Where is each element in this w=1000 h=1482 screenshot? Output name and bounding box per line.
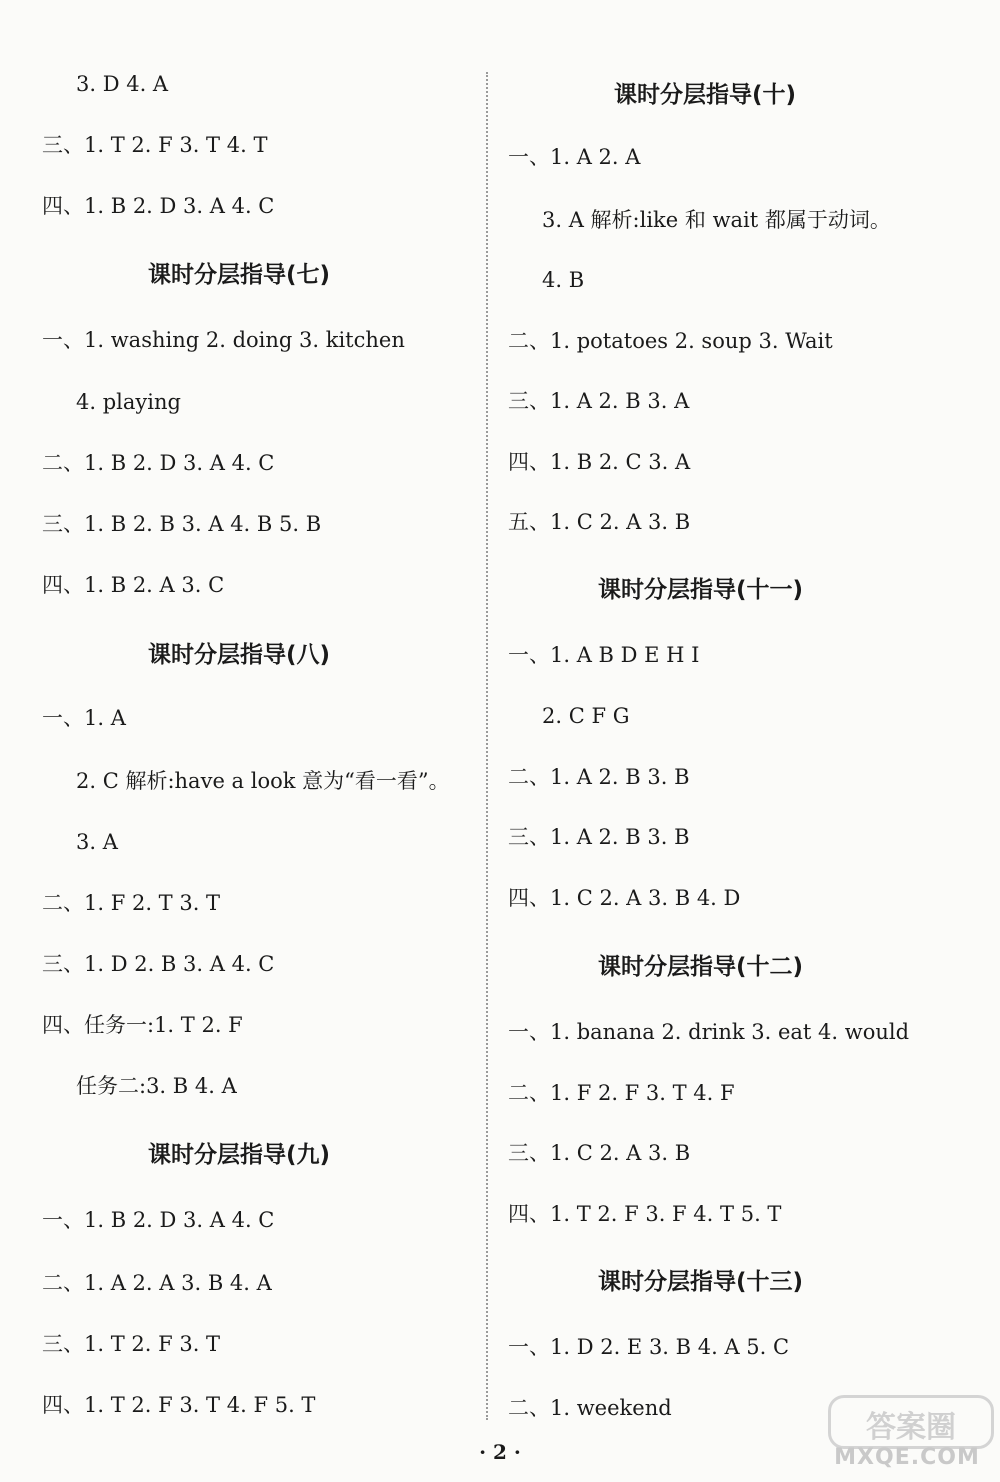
answer-line: 四、任务一:1. T 2. F [42, 1013, 243, 1037]
answer-line: 2. C F G [542, 704, 630, 728]
watermark-logo-text: 答案圈 [866, 1410, 956, 1445]
answer-line: 三、1. B 2. B 3. A 4. B 5. B [42, 512, 322, 536]
answer-line: 3. A [76, 830, 118, 854]
section-heading: 课时分层指导(十) [614, 82, 797, 108]
answer-line: 三、1. A 2. B 3. B [508, 825, 690, 849]
answer-line: 3. A 解析:like 和 wait 都属于动词。 [542, 208, 891, 232]
watermark-logo [828, 1395, 994, 1449]
answer-line: 二、1. weekend [508, 1396, 672, 1420]
answer-line: 二、1. F 2. T 3. T [42, 891, 221, 915]
answer-line: 四、1. B 2. D 3. A 4. C [42, 194, 275, 218]
answer-line: 三、1. T 2. F 3. T 4. T [42, 133, 268, 157]
answer-line: 三、1. C 2. A 3. B [508, 1141, 691, 1165]
answer-line: 五、1. C 2. A 3. B [508, 510, 691, 534]
answer-line: 四、1. T 2. F 3. F 4. T 5. T [508, 1202, 782, 1226]
answer-line: 一、1. A [42, 706, 126, 730]
answer-line: 一、1. B 2. D 3. A 4. C [42, 1208, 275, 1232]
answer-line: 一、1. washing 2. doing 3. kitchen [42, 328, 405, 352]
section-heading: 课时分层指导(十二) [598, 954, 804, 980]
answer-line: 二、1. potatoes 2. soup 3. Wait [508, 329, 833, 353]
answer-line: 四、1. T 2. F 3. T 4. F 5. T [42, 1393, 316, 1417]
answer-line: 四、1. B 2. A 3. C [42, 573, 225, 597]
column-divider [486, 72, 488, 1420]
page-number: · 2 · [479, 1440, 521, 1464]
section-heading: 课时分层指导(十三) [598, 1269, 804, 1295]
section-heading: 课时分层指导(十一) [598, 577, 804, 603]
answer-line: 一、1. A B D E H I [508, 643, 700, 667]
answer-line: 4. playing [76, 390, 181, 414]
answer-line: 3. D 4. A [76, 72, 169, 96]
answer-line: 三、1. D 2. B 3. A 4. C [42, 952, 275, 976]
answer-line: 四、1. C 2. A 3. B 4. D [508, 886, 741, 910]
answer-line: 二、1. A 2. A 3. B 4. A [42, 1271, 272, 1295]
answer-line: 一、1. banana 2. drink 3. eat 4. would [508, 1020, 910, 1044]
answer-line: 二、1. B 2. D 3. A 4. C [42, 451, 275, 475]
section-heading: 课时分层指导(八) [148, 642, 331, 668]
answer-line: 2. C 解析:have a look 意为“看一看”。 [76, 769, 450, 793]
answer-line: 四、1. B 2. C 3. A [508, 450, 691, 474]
answer-line: 一、1. A 2. A [508, 145, 641, 169]
watermark-site: MXQE.COM [834, 1445, 980, 1470]
answer-line: 4. B [542, 268, 585, 292]
answer-line: 二、1. F 2. F 3. T 4. F [508, 1081, 735, 1105]
answer-line: 三、1. A 2. B 3. A [508, 389, 690, 413]
section-heading: 课时分层指导(九) [148, 1142, 331, 1168]
answer-line: 一、1. D 2. E 3. B 4. A 5. C [508, 1335, 790, 1359]
answer-line: 三、1. T 2. F 3. T [42, 1332, 221, 1356]
watermark [818, 1395, 996, 1479]
section-heading: 课时分层指导(七) [148, 262, 331, 288]
answer-line: 二、1. A 2. B 3. B [508, 765, 690, 789]
answer-line: 任务二:3. B 4. A [76, 1074, 237, 1098]
